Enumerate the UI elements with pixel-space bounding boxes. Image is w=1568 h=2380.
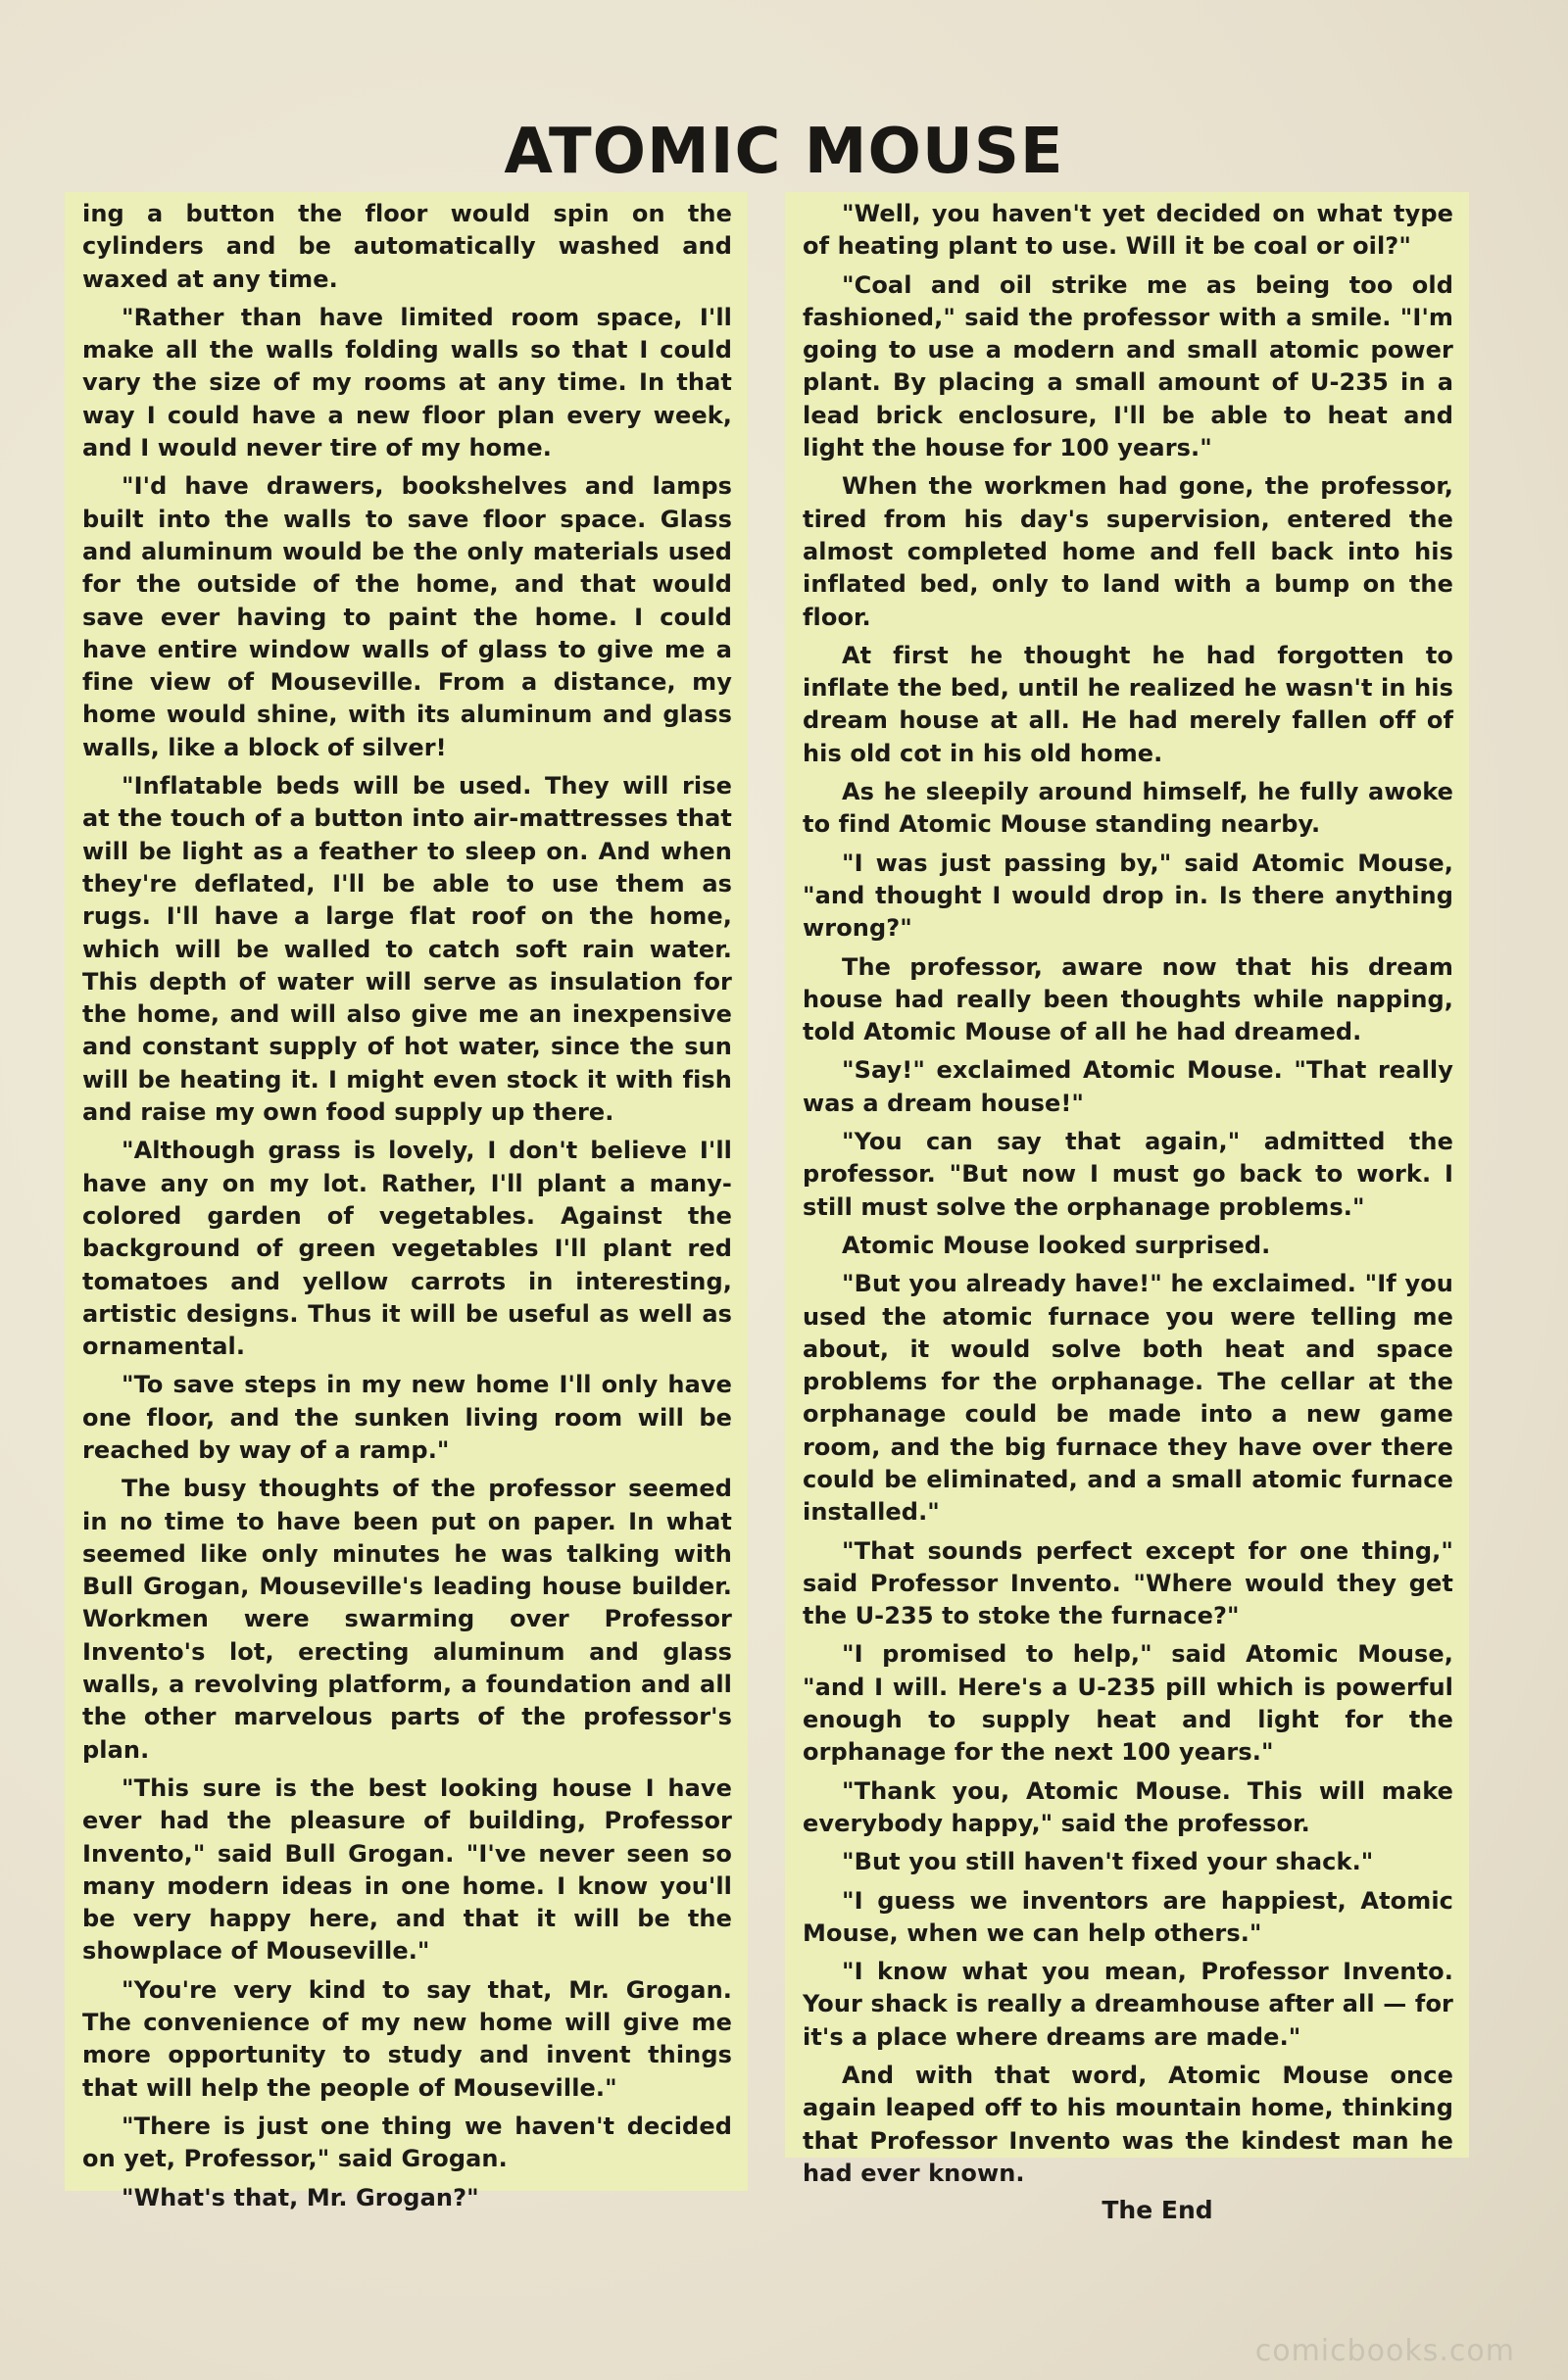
paragraph: "I was just passing by," said Atomic Mouse, "and thought I would drop in. Is there anything wrong?" bbox=[803, 849, 1453, 943]
paragraph: "What's that, Mr. Grogan?" bbox=[122, 2183, 479, 2211]
paragraph: "Inflatable beds will be used. They will rise at the touch of a button into air-mattresses that will be light as a feather to sleep on. And when they're deflated, I'll be able to use them as rugs. I'll have a large flat roof on the home, which will be walled to catch soft rain water. This depth of water will serve as insulation for the home, and will also give me an inexpensive and constant supply of hot water, since the sun will be heating it. I might even stock it with fish and raise my own food supply up there. bbox=[82, 772, 732, 1127]
paragraph: "Say!" exclaimed Atomic Mouse. "That really was a dream house!" bbox=[803, 1056, 1453, 1117]
paragraph: "I promised to help," said Atomic Mouse, "and I will. Here's a U-235 pill which is powerful enough to supply heat and light for the orphanage for the next 100 years." bbox=[803, 1640, 1453, 1767]
paragraph: "You're very kind to say that, Mr. Grogan. The convenience of my new home will give me more opportunity to study and invent things that will help the people of Mouseville." bbox=[82, 1975, 732, 2102]
paragraph: Atomic Mouse looked surprised. bbox=[842, 1231, 1271, 1259]
paragraph: "You can say that again," admitted the professor. "But now I must go back to work. I still must solve the orphanage problems." bbox=[803, 1128, 1453, 1221]
paragraph: When the workmen had gone, the professor, tired from his day's supervision, entered the almost completed home and fell back into his inflated bed, only to land with a bump on the floor. bbox=[803, 472, 1453, 631]
paragraph: And with that word, Atomic Mouse once again leaped off to his mountain home, thinking that Professor Invento was the kindest man he had ever known. bbox=[803, 2062, 1453, 2187]
paragraph: ing a button the floor would spin on the cylinders and be automatically washed and waxed at any time. bbox=[82, 200, 732, 293]
paragraph: The professor, aware now that his dream house had really been thoughts while napping, told Atomic Mouse of all he had dreamed. bbox=[803, 952, 1453, 1046]
the-end-label: The End bbox=[1102, 2196, 1213, 2225]
paragraph: As he sleepily around himself, he fully awoke to find Atomic Mouse standing nearby. bbox=[803, 778, 1453, 839]
paragraph: "There is just one thing we haven't decided on yet, Professor," said Grogan. bbox=[82, 2112, 732, 2173]
paragraph: At first he thought he had forgotten to inflate the bed, until he realized he wasn't in his dream house at all. He had merely fallen off of his old cot in his old home. bbox=[803, 641, 1453, 767]
page-title: ATOMIC MOUSE bbox=[504, 116, 1064, 188]
watermark: comicbooks.com bbox=[1254, 2334, 1515, 2368]
paragraph: "This sure is the best looking house I have ever had the pleasure of building, Professor Invento," said Bull Grogan. "I've never seen so many modern ideas in one home. I know you'll be very happy here, and that it will be the showplace of Mouseville." bbox=[82, 1773, 732, 1966]
paragraph: "I'd have drawers, bookshelves and lamps built into the walls to save floor space. Glass and aluminum would be the only materials used for the outside of the home, and that would save ever having to paint the home. I could have entire window walls of glass to give me a fine view of Mouseville. From a distance, my home would shine, with its aluminum and glass walls, like a block of silver! bbox=[82, 472, 732, 761]
paragraph: "Rather than have limited room space, I'll make all the walls folding walls so that I could vary the size of my rooms at any time. In that way I could have a new floor plan every week, and I would never tire of my home. bbox=[82, 303, 732, 462]
paragraph: "I guess we inventors are happiest, Atomic Mouse, when we can help others." bbox=[803, 1886, 1453, 1947]
paragraph: "I know what you mean, Professor Invento. Your shack is really a dreamhouse after all — for it's a place where dreams are made." bbox=[803, 1958, 1453, 2051]
paragraph: The busy thoughts of the professor seemed in no time to have been put on paper. In what seemed like only minutes he was talking with Bull Grogan, Mouseville's leading house builder. Workmen were swarming over Professor Invento's lot, erecting aluminum and glass walls, a revolving platform, a foundation and all the other marvelous parts of the professor's plan. bbox=[82, 1475, 732, 1764]
left-text-column bbox=[65, 192, 748, 2211]
paragraph: "But you already have!" he exclaimed. "If you used the atomic furnace you were telling me about, it would solve both heat and space problems for the orphanage. The cellar at the orphanage could be made into a new game room, and the big furnace they have over there could be eliminated, and a small atomic furnace installed." bbox=[803, 1270, 1453, 1527]
paragraph: "But you still haven't fixed your shack." bbox=[842, 1848, 1374, 1876]
right-text-column bbox=[785, 192, 1469, 2225]
paragraph: "Well, you haven't yet decided on what type of heating plant to use. Will it be coal or oil?" bbox=[803, 200, 1453, 261]
paragraph: "Coal and oil strike me as being too old fashioned," said the professor with a smile. "I'm going to use a modern and small atomic power plant. By placing a small amount of U-235 in a lead brick enclosure, I'll be able to heat and light the house for 100 years." bbox=[803, 270, 1453, 462]
paragraph: "To save steps in my new home I'll only have one floor, and the sunken living room will be reached by way of a ramp." bbox=[82, 1371, 732, 1464]
paragraph: "That sounds perfect except for one thing," said Professor Invento. "Where would they get the U-235 to stoke the furnace?" bbox=[803, 1536, 1453, 1630]
paragraph: "Thank you, Atomic Mouse. This will make everybody happy," said the professor. bbox=[803, 1776, 1453, 1837]
paragraph: "Although grass is lovely, I don't believe I'll have any on my lot. Rather, I'll plant a many-colored garden of vegetables. Against the background of green vegetables I'll plant red tomatoes and yellow carrots in interesting, artistic designs. Thus it will be useful as well as ornamental. bbox=[82, 1137, 732, 1361]
